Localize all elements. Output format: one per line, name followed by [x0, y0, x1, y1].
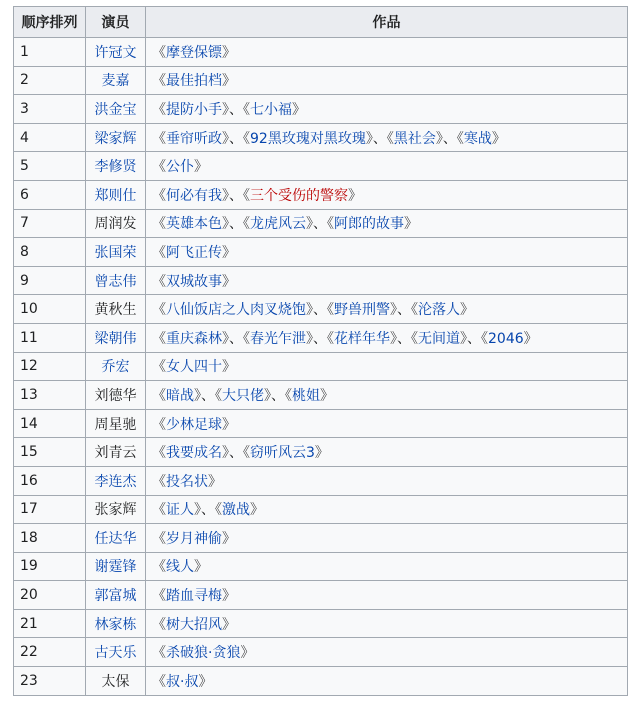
- work-link[interactable]: 树大招风: [166, 616, 222, 633]
- work-link[interactable]: 提防小手: [166, 101, 222, 118]
- title-close-bracket: 》: [222, 244, 236, 261]
- title-open-bracket: 《: [243, 130, 250, 147]
- title-close-bracket: 》: [222, 101, 229, 118]
- work-link[interactable]: 激战: [222, 502, 250, 519]
- title-open-bracket: 《: [152, 159, 166, 176]
- table-row: [14, 209, 628, 238]
- works-separator: 、: [313, 302, 327, 319]
- actor-cell: 张家辉: [86, 495, 146, 524]
- rank-cell: 18: [14, 524, 86, 553]
- table-row: [14, 638, 628, 667]
- work-link[interactable]: 少林足球: [166, 416, 222, 433]
- actor-cell: 周润发: [86, 209, 146, 238]
- table-row: [14, 295, 628, 324]
- works-separator: 、: [372, 130, 387, 147]
- rank-cell: 21: [14, 609, 86, 638]
- title-close-bracket: 》: [222, 416, 236, 433]
- works-cell: [146, 152, 628, 181]
- rank-cell: 1: [14, 38, 86, 67]
- title-open-bracket: 《: [152, 244, 166, 261]
- rank-cell: 3: [14, 95, 86, 124]
- work-redlink[interactable]: 三个受伤的警察: [250, 187, 348, 204]
- rank-cell: 4: [14, 123, 86, 152]
- works-cell: [146, 66, 628, 95]
- works-cell: [146, 581, 628, 610]
- title-open-bracket: 《: [152, 273, 166, 290]
- rank-cell: 8: [14, 238, 86, 267]
- work-link[interactable]: 何必有我: [166, 187, 222, 204]
- title-open-bracket: 《: [152, 216, 166, 233]
- works-cell: [146, 495, 628, 524]
- work-link[interactable]: 女人四十: [166, 359, 222, 376]
- works-cell: [146, 381, 628, 410]
- rank-cell: 23: [14, 667, 86, 696]
- works-cell: [146, 438, 628, 467]
- rank-cell: 12: [14, 352, 86, 381]
- title-open-bracket: 《: [243, 330, 250, 347]
- table-row: [14, 323, 628, 352]
- table-row: [14, 352, 628, 381]
- works-separator: 、: [229, 101, 243, 118]
- table-row: [14, 581, 628, 610]
- title-open-bracket: 《: [327, 330, 334, 347]
- works-separator: 、: [271, 387, 285, 404]
- works-separator: 、: [201, 387, 215, 404]
- title-close-bracket: 》: [194, 502, 201, 519]
- actor-cell[interactable]: 梁朝伟: [86, 323, 146, 352]
- title-close-bracket: 》: [314, 445, 329, 462]
- table-row: [14, 409, 628, 438]
- table-body: [14, 38, 628, 696]
- title-open-bracket: 《: [152, 130, 166, 147]
- title-close-bracket: 》: [404, 216, 418, 233]
- work-link[interactable]: 证人: [166, 502, 194, 519]
- title-close-bracket: 》: [222, 273, 236, 290]
- rank-cell: 20: [14, 581, 86, 610]
- table-row: [14, 38, 628, 67]
- actor-cell[interactable]: 任达华: [86, 524, 146, 553]
- works-cell: [146, 95, 628, 124]
- works-cell: [146, 209, 628, 238]
- title-open-bracket: 《: [243, 445, 250, 462]
- title-open-bracket: 《: [152, 530, 166, 547]
- works-separator: 、: [313, 330, 327, 347]
- title-close-bracket: 》: [365, 130, 373, 147]
- table-row: [14, 95, 628, 124]
- title-close-bracket: 》: [240, 645, 255, 662]
- actor-cell[interactable]: 曾志伟: [86, 266, 146, 295]
- work-link[interactable]: 寒战: [463, 130, 492, 147]
- table-row: [14, 524, 628, 553]
- rank-cell: 7: [14, 209, 86, 238]
- title-close-bracket: 》: [320, 387, 334, 404]
- works-cell: [146, 323, 628, 352]
- rank-cell: 6: [14, 180, 86, 209]
- works-cell: [146, 266, 628, 295]
- title-close-bracket: 》: [491, 130, 506, 147]
- works-cell: [146, 638, 628, 667]
- title-close-bracket: 》: [222, 130, 229, 147]
- title-close-bracket: 》: [306, 302, 313, 319]
- title-close-bracket: 》: [348, 187, 362, 204]
- rank-cell: 17: [14, 495, 86, 524]
- actor-cell[interactable]: 郑则仕: [86, 180, 146, 209]
- table-row: [14, 238, 628, 267]
- title-open-bracket: 《: [152, 616, 166, 633]
- work-link[interactable]: 阿郎的故事: [334, 216, 404, 233]
- works-cell: [146, 238, 628, 267]
- title-open-bracket: 《: [285, 387, 292, 404]
- title-open-bracket: 《: [152, 645, 166, 662]
- table-row: [14, 266, 628, 295]
- works-cell: [146, 123, 628, 152]
- works-separator: 、: [229, 130, 243, 147]
- title-close-bracket: 》: [222, 616, 236, 633]
- actor-cell[interactable]: 麦嘉: [86, 66, 146, 95]
- work-link[interactable]: 公仆: [166, 159, 194, 176]
- title-close-bracket: 》: [194, 159, 208, 176]
- works-separator: 、: [442, 130, 457, 147]
- work-link[interactable]: 黑社会: [393, 130, 436, 147]
- actor-cell[interactable]: 古天乐: [86, 638, 146, 667]
- title-open-bracket: 《: [386, 130, 394, 147]
- works-cell: [146, 352, 628, 381]
- title-open-bracket: 《: [456, 130, 464, 147]
- title-open-bracket: 《: [152, 473, 166, 490]
- works-cell: [146, 409, 628, 438]
- work-link[interactable]: 春光乍泄: [250, 330, 306, 347]
- table-row: [14, 438, 628, 467]
- works-cell: [146, 609, 628, 638]
- actor-cell[interactable]: 许冠文: [86, 38, 146, 67]
- title-close-bracket: 》: [222, 216, 229, 233]
- title-open-bracket: 《: [152, 445, 166, 462]
- title-open-bracket: 《: [243, 216, 250, 233]
- title-close-bracket: 》: [460, 330, 467, 347]
- title-close-bracket: 》: [390, 330, 397, 347]
- title-close-bracket: 》: [222, 588, 236, 605]
- title-close-bracket: 》: [292, 101, 306, 118]
- work-link[interactable]: 投名状: [166, 473, 208, 490]
- rank-cell: 16: [14, 466, 86, 495]
- works-separator: 、: [201, 502, 215, 519]
- title-open-bracket: 《: [215, 387, 222, 404]
- title-close-bracket: 》: [222, 330, 229, 347]
- work-link[interactable]: 龙虎风云: [250, 216, 306, 233]
- work-link[interactable]: 无间道: [418, 330, 460, 347]
- work-link[interactable]: 七小福: [250, 101, 292, 118]
- work-link[interactable]: 重庆森林: [166, 330, 222, 347]
- title-close-bracket: 》: [194, 387, 201, 404]
- actor-cell[interactable]: 洪金宝: [86, 95, 146, 124]
- table-row: [14, 123, 628, 152]
- actor-cell[interactable]: 郭富城: [86, 581, 146, 610]
- title-close-bracket: 》: [222, 359, 236, 376]
- table-row: [14, 152, 628, 181]
- work-link[interactable]: 花样年华: [334, 330, 390, 347]
- works-separator: 、: [229, 216, 243, 233]
- table-row: [14, 466, 628, 495]
- title-close-bracket: 》: [435, 130, 443, 147]
- rank-cell: 22: [14, 638, 86, 667]
- work-link[interactable]: 垂帘听政: [166, 130, 222, 147]
- works-cell: [146, 466, 628, 495]
- title-open-bracket: 《: [481, 330, 488, 347]
- title-close-bracket: 》: [198, 673, 213, 690]
- works-cell: [146, 38, 628, 67]
- title-open-bracket: 《: [411, 330, 418, 347]
- title-open-bracket: 《: [411, 302, 418, 319]
- header-row: [14, 7, 628, 38]
- title-close-bracket: 》: [306, 216, 313, 233]
- works-separator: 、: [397, 302, 411, 319]
- work-link[interactable]: 2046: [488, 330, 524, 347]
- title-open-bracket: 《: [152, 330, 166, 347]
- work-link[interactable]: 杀破狼·贪狼: [166, 645, 241, 662]
- title-close-bracket: 》: [222, 187, 229, 204]
- title-open-bracket: 《: [152, 502, 166, 519]
- rank-cell: 9: [14, 266, 86, 295]
- table-row: [14, 180, 628, 209]
- rank-cell: 10: [14, 295, 86, 324]
- work-link[interactable]: 八仙饭店之人肉叉烧饱: [166, 302, 306, 319]
- actor-cell: 周星驰: [86, 409, 146, 438]
- title-open-bracket: 《: [152, 101, 166, 118]
- title-open-bracket: 《: [152, 187, 166, 204]
- work-link[interactable]: 双城故事: [166, 273, 222, 290]
- title-close-bracket: 》: [460, 302, 474, 319]
- rank-cell: 19: [14, 552, 86, 581]
- title-close-bracket: 》: [222, 445, 229, 462]
- works-cell: [146, 295, 628, 324]
- title-close-bracket: 》: [208, 473, 222, 490]
- title-open-bracket: 《: [152, 44, 166, 61]
- work-link[interactable]: 窃听风云3: [250, 445, 315, 462]
- work-link[interactable]: 野兽刑警: [334, 302, 390, 319]
- actor-cell: 黄秋生: [86, 295, 146, 324]
- works-cell: [146, 180, 628, 209]
- work-link[interactable]: 英雄本色: [166, 216, 222, 233]
- rank-cell: 11: [14, 323, 86, 352]
- rank-cell: 13: [14, 381, 86, 410]
- title-open-bracket: 《: [152, 73, 166, 90]
- work-link[interactable]: 岁月神偷: [166, 530, 222, 547]
- works-separator: 、: [467, 330, 481, 347]
- actor-cell: 刘德华: [86, 381, 146, 410]
- title-open-bracket: 《: [152, 588, 166, 605]
- title-open-bracket: 《: [152, 416, 166, 433]
- works-separator: 、: [397, 330, 411, 347]
- works-separator: 、: [229, 330, 243, 347]
- title-open-bracket: 《: [152, 359, 166, 376]
- work-link[interactable]: 最佳拍档: [166, 73, 222, 90]
- actor-cell: 刘青云: [86, 438, 146, 467]
- table-row: [14, 667, 628, 696]
- rank-cell: 15: [14, 438, 86, 467]
- title-close-bracket: 》: [222, 530, 236, 547]
- table-row: [14, 495, 628, 524]
- rank-cell: 5: [14, 152, 86, 181]
- actor-cell[interactable]: 乔宏: [86, 352, 146, 381]
- actor-cell[interactable]: 林家栋: [86, 609, 146, 638]
- works-cell: [146, 552, 628, 581]
- header-works: 作品: [146, 7, 628, 38]
- work-link[interactable]: 暗战: [166, 387, 194, 404]
- table-row: [14, 381, 628, 410]
- table-row: [14, 609, 628, 638]
- title-close-bracket: 》: [390, 302, 397, 319]
- rank-cell: 14: [14, 409, 86, 438]
- work-link[interactable]: 大只佬: [222, 387, 264, 404]
- table-row: [14, 66, 628, 95]
- header-actor: 演员: [86, 7, 146, 38]
- title-open-bracket: 《: [327, 216, 334, 233]
- title-open-bracket: 《: [215, 502, 222, 519]
- awards-table: [13, 6, 628, 696]
- title-close-bracket: 》: [194, 559, 208, 576]
- actor-cell: 太保: [86, 667, 146, 696]
- table-row: [14, 552, 628, 581]
- title-open-bracket: 《: [327, 302, 334, 319]
- works-cell: [146, 667, 628, 696]
- works-separator: 、: [313, 216, 327, 233]
- title-open-bracket: 《: [152, 559, 166, 576]
- work-link[interactable]: 摩登保镖: [166, 44, 222, 61]
- actor-cell[interactable]: 谢霆锋: [86, 552, 146, 581]
- works-cell: [146, 524, 628, 553]
- title-close-bracket: 》: [222, 73, 236, 90]
- actor-cell[interactable]: 张国荣: [86, 238, 146, 267]
- work-link[interactable]: 阿飞正传: [166, 244, 222, 261]
- header-rank: 顺序排列: [14, 7, 86, 38]
- work-link[interactable]: 踏血寻梅: [166, 588, 222, 605]
- work-link[interactable]: 桃姐: [292, 387, 320, 404]
- rank-cell: 2: [14, 66, 86, 95]
- work-link[interactable]: 叔·叔: [166, 673, 199, 690]
- work-link[interactable]: 线人: [166, 559, 194, 576]
- works-separator: 、: [229, 187, 243, 204]
- work-link[interactable]: 沦落人: [418, 302, 460, 319]
- title-close-bracket: 》: [264, 387, 271, 404]
- title-close-bracket: 》: [250, 502, 264, 519]
- title-open-bracket: 《: [152, 387, 166, 404]
- title-close-bracket: 》: [306, 330, 313, 347]
- title-close-bracket: 》: [523, 330, 538, 347]
- works-separator: 、: [229, 445, 243, 462]
- title-close-bracket: 》: [222, 44, 236, 61]
- work-link[interactable]: 92黑玫瑰对黑玫瑰: [250, 130, 366, 147]
- actor-cell[interactable]: 李修贤: [86, 152, 146, 181]
- title-open-bracket: 《: [152, 302, 166, 319]
- title-open-bracket: 《: [243, 187, 250, 204]
- title-open-bracket: 《: [243, 101, 250, 118]
- title-open-bracket: 《: [152, 673, 166, 690]
- actor-cell[interactable]: 李连杰: [86, 466, 146, 495]
- actor-cell[interactable]: 梁家辉: [86, 123, 146, 152]
- work-link[interactable]: 我要成名: [166, 445, 222, 462]
